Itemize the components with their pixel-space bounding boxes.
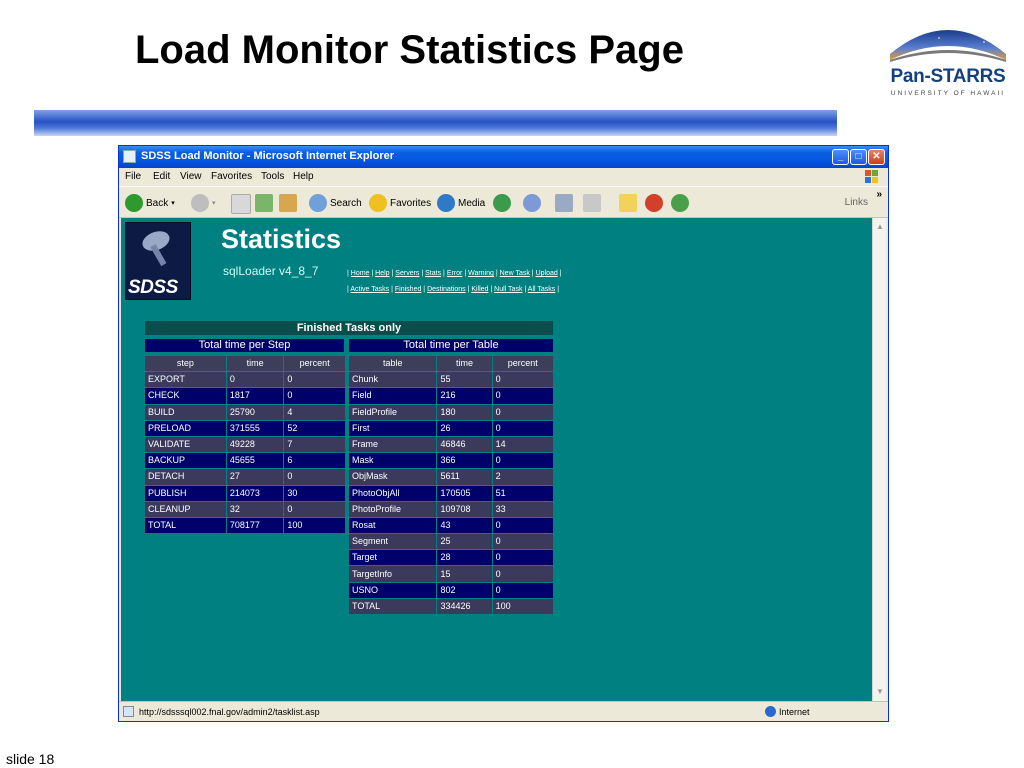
home-icon [279,194,297,212]
toolbar [119,186,888,218]
history-button[interactable] [493,194,511,212]
table-cell: 55 [437,372,491,387]
stop-icon [231,194,251,214]
column-header: percent [284,356,345,371]
step-time-table [144,355,346,534]
print-icon [555,194,573,212]
table-cell: 25790 [227,405,284,420]
table-cell: 33 [493,502,553,517]
notes-button[interactable] [619,194,637,212]
table-cell: 28 [437,550,491,565]
search-icon [309,194,327,212]
table-cell: 7 [284,437,345,452]
nav-link-null-task[interactable]: Null Task [494,286,523,293]
favorites-button[interactable] [369,194,431,212]
table-cell: 100 [493,599,553,614]
table-cell: 0 [227,372,284,387]
messenger-icon [671,194,689,212]
title-underline-bar [34,110,837,136]
table-cell: TOTAL [349,599,436,614]
vertical-scrollbar[interactable] [872,218,886,701]
table-cell: 0 [493,405,553,420]
notes-icon [619,194,637,212]
nav-separator: | [493,270,500,277]
table-cell: 49228 [227,437,284,452]
table-cell: EXPORT [145,372,226,387]
table-cell: 109708 [437,502,491,517]
media-icon [437,194,455,212]
table-row [349,421,553,436]
menu-help[interactable]: Help [293,171,314,182]
column-header: percent [493,356,553,371]
table-cell: 2 [493,469,553,484]
table-row [349,437,553,452]
research-button[interactable] [645,194,663,212]
research-icon [645,194,663,212]
step-table-heading: Total time per Step [145,339,344,352]
table-row [349,469,553,484]
table-cell: ObjMask [349,469,436,484]
column-header: table [349,356,436,371]
links-label[interactable]: Links [844,197,868,208]
sdss-logo-text: SDSS [128,277,178,298]
table-cell: Rosat [349,518,436,533]
table-cell: 366 [437,453,491,468]
table-cell: Frame [349,437,436,452]
table-cell: 4 [284,405,345,420]
table-cell: Field [349,388,436,403]
print-button[interactable] [555,194,573,212]
globe-icon [765,706,776,717]
nav-link-error[interactable]: Error [446,270,463,277]
page-icon [123,706,134,717]
refresh-button[interactable] [255,194,273,212]
nav-link-new-task[interactable]: New Task [499,270,530,277]
table-row [349,534,553,549]
slide-title: Load Monitor Statistics Page [135,28,684,72]
media-label: Media [458,197,486,209]
table-cell: 25 [437,534,491,549]
nav-separator: | [347,270,351,277]
nav-separator: | [488,286,495,293]
search-button[interactable] [309,194,362,212]
table-cell: Mask [349,453,436,468]
windows-flag-icon [864,169,880,184]
table-cell: 0 [493,566,553,581]
scroll-up-icon[interactable]: ▲ [876,222,884,231]
menu-edit[interactable]: Edit [153,171,171,182]
table-cell: 0 [493,372,553,387]
slide-number: slide 18 [6,751,55,767]
nav-links-secondary [347,286,559,293]
table-row [145,421,345,436]
table-row [145,388,345,403]
nav-separator: | [555,286,560,293]
nav-separator: | [389,286,395,293]
status-url: http://sdsssql002.fnal.gov/admin2/tasklist.asp [139,707,320,717]
stop-button[interactable] [231,194,251,214]
table-cell: PUBLISH [145,486,226,501]
status-bar [119,701,888,721]
table-cell: 0 [284,372,345,387]
table-cell: BUILD [145,405,226,420]
menu-file[interactable]: File [125,171,142,182]
table-row [145,437,345,452]
ie-page-icon [123,150,136,163]
table-row [145,518,345,533]
table-row [349,453,553,468]
table-row [349,486,553,501]
menu-bar [119,168,888,186]
menu-view[interactable]: View [180,171,202,182]
back-arrow-icon [125,194,143,212]
media-button[interactable] [437,194,485,212]
nav-link-active-tasks[interactable]: Active Tasks [350,286,390,293]
nav-link-help[interactable]: Help [375,270,390,277]
logo-text: Pan-STARRS [890,66,1006,87]
table-cell: 0 [493,388,553,403]
table-cell: 170505 [437,486,491,501]
dropdown-arrow-icon: ▾ [171,200,175,207]
table-cell: 5611 [437,469,491,484]
column-header: time [227,356,284,371]
table-cell: PRELOAD [145,421,226,436]
table-cell: 334426 [437,599,491,614]
table-cell: 0 [284,469,345,484]
table-cell: CLEANUP [145,502,226,517]
nav-link-finished[interactable]: Finished [394,286,422,293]
history-icon [493,194,511,212]
table-cell: 52 [284,421,345,436]
table-cell: DETACH [145,469,226,484]
menu-favorites[interactable]: Favorites [211,171,253,182]
table-row [145,486,345,501]
nav-separator: | [369,270,376,277]
table-row [349,405,553,420]
column-header: step [145,356,226,371]
table-cell: 0 [493,518,553,533]
table-cell: 32 [227,502,284,517]
nav-link-destinations[interactable]: Destinations [427,286,466,293]
nav-separator: | [529,270,536,277]
table-row [349,372,553,387]
nav-separator: | [557,270,562,277]
table-row [349,599,553,614]
forward-arrow-icon [191,194,209,212]
window-title-bar[interactable] [119,146,888,168]
table-cell: CHECK [145,388,226,403]
table-cell: 0 [493,453,553,468]
table-cell: 708177 [227,518,284,533]
table-cell: TargetInfo [349,566,436,581]
table-cell: Chunk [349,372,436,387]
dropdown-arrow-icon: ▾ [212,200,216,207]
nav-separator: | [419,270,426,277]
table-cell: BACKUP [145,453,226,468]
menu-tools[interactable]: Tools [261,171,285,182]
table-cell: PhotoObjAll [349,486,436,501]
table-cell: 802 [437,583,491,598]
table-row [349,583,553,598]
table-cell: 6 [284,453,345,468]
table-cell: 1817 [227,388,284,403]
nav-link-servers[interactable]: Servers [395,270,420,277]
table-row [349,566,553,581]
table-row [145,469,345,484]
nav-links-primary [347,270,562,277]
nav-separator: | [522,286,528,293]
security-zone: Internet [779,707,810,717]
edit-button[interactable] [583,194,601,212]
table-cell: 0 [284,502,345,517]
table-cell: 0 [284,388,345,403]
back-button[interactable] [125,194,175,212]
nav-link-killed[interactable]: Killed [471,286,489,293]
table-cell: PhotoProfile [349,502,436,517]
table-cell: 214073 [227,486,284,501]
table-cell: 180 [437,405,491,420]
table-cell: 371555 [227,421,284,436]
table-cell: 45655 [227,453,284,468]
table-cell: 0 [493,421,553,436]
nav-link-home[interactable]: Home [350,270,370,277]
table-table-heading: Total time per Table [349,339,553,352]
favorites-star-icon [369,194,387,212]
messenger-button[interactable] [671,194,689,212]
table-cell: 0 [493,583,553,598]
table-row [145,502,345,517]
refresh-icon [255,194,273,212]
page-heading: Statistics [221,224,342,254]
home-button[interactable] [279,194,297,212]
observatory-dome-icon [884,10,1012,70]
table-row [145,453,345,468]
nav-separator: | [462,270,469,277]
table-cell: VALIDATE [145,437,226,452]
table-cell: 14 [493,437,553,452]
table-row [145,405,345,420]
section-banner: Finished Tasks only [145,321,553,335]
table-cell: 15 [437,566,491,581]
nav-separator: | [389,270,396,277]
nav-separator: | [441,270,447,277]
back-label: Back [146,197,169,209]
forward-button[interactable] [191,194,216,212]
chevron-right-icon[interactable]: » [876,189,882,200]
pan-starrs-logo [884,10,1012,100]
nav-link-all-tasks[interactable]: All Tasks [527,286,556,293]
table-cell: 51 [493,486,553,501]
browser-window [118,145,889,722]
nav-separator: | [421,286,428,293]
version-label: sqlLoader v4_8_7 [223,264,319,278]
window-title: SDSS Load Monitor - Microsoft Internet Explorer [141,150,395,162]
nav-link-upload[interactable]: Upload [535,270,558,277]
nav-separator: | [465,286,472,293]
table-row [349,550,553,565]
table-cell: 0 [493,550,553,565]
close-button[interactable]: ✕ [868,149,885,165]
table-cell: 46846 [437,437,491,452]
mail-icon [523,194,541,212]
table-row [349,502,553,517]
nav-link-warning[interactable]: Warning [468,270,494,277]
table-cell: 26 [437,421,491,436]
table-cell: 100 [284,518,345,533]
table-row [349,388,553,403]
sdss-logo [125,222,191,300]
table-cell: FieldProfile [349,405,436,420]
table-time-table [348,355,554,615]
table-cell: First [349,421,436,436]
favorites-label: Favorites [390,197,432,209]
minimize-button[interactable]: _ [832,149,849,165]
telescope-icon [126,223,190,273]
nav-link-stats[interactable]: Stats [425,270,442,277]
search-label: Search [330,197,362,209]
mail-button[interactable] [523,194,541,212]
table-cell: 0 [493,534,553,549]
table-cell: 43 [437,518,491,533]
edit-page-icon [583,194,601,212]
table-row [349,518,553,533]
page-content [121,218,872,701]
table-cell: Segment [349,534,436,549]
table-cell: Target [349,550,436,565]
scroll-down-icon[interactable]: ▼ [876,687,884,696]
nav-separator: | [347,286,351,293]
table-cell: TOTAL [145,518,226,533]
maximize-button[interactable]: □ [850,149,867,165]
table-cell: 216 [437,388,491,403]
table-row [145,372,345,387]
table-cell: 30 [284,486,345,501]
table-cell: USNO [349,583,436,598]
logo-subtext: UNIVERSITY OF HAWAII [890,90,1006,97]
table-cell: 27 [227,469,284,484]
column-header: time [437,356,491,371]
